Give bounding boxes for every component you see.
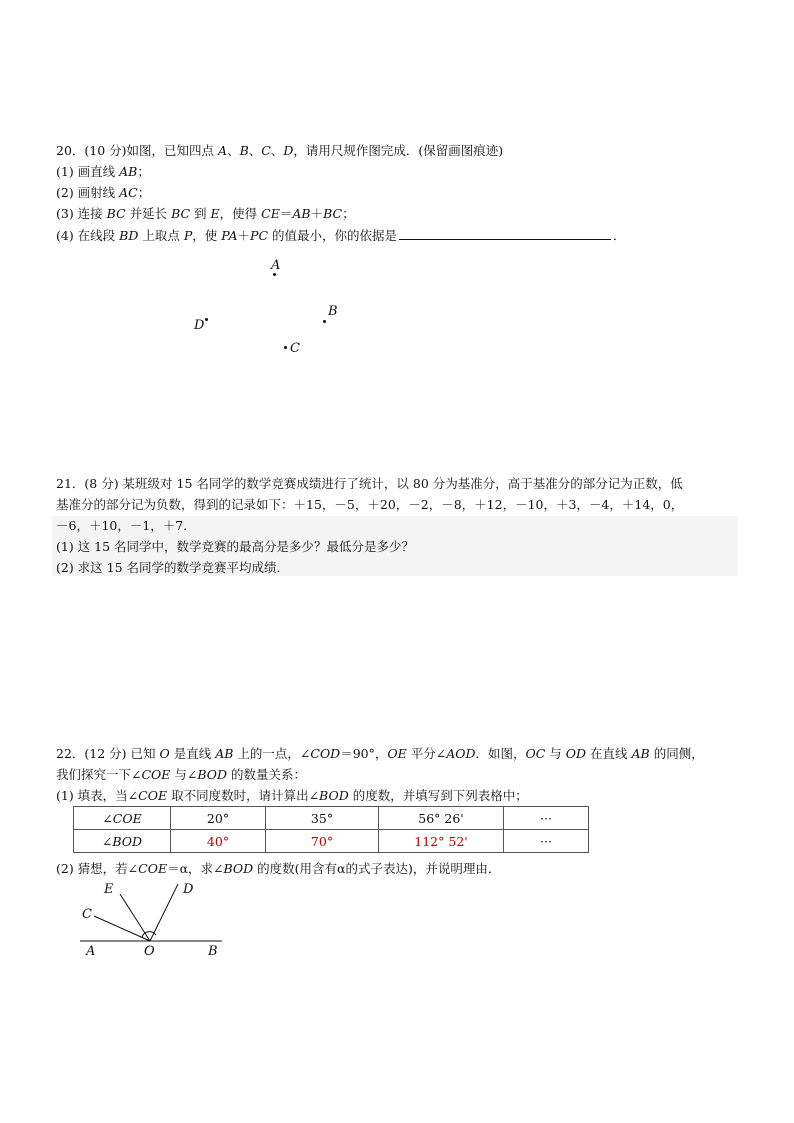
angle-table [73,806,589,853]
q22-line2: 我们探究一下∠COE 与∠BOD 的数量关系： [56,767,307,782]
q21-sub2: (2) 求这 15 名同学的数学竞赛平均成绩． [56,560,290,575]
table-cell-answer: 70° [266,830,379,853]
answer-blank[interactable] [399,226,611,240]
label-c: C [82,907,92,922]
table-cell: 56° 26' [379,807,504,830]
label-a: A [86,944,96,959]
table-cell: 35° [266,807,379,830]
table-row [74,830,589,853]
q22-sub1: (1) 填表，当∠COE 取不同度数时，请计算出∠BOD 的度数，并填写到下列表格中； [56,788,528,803]
q20-sub2: (2) 画射线 AC； [56,185,151,200]
label-d: D [183,882,194,897]
row-header-coe: ∠COE [74,807,171,830]
label-o: O [144,944,155,959]
table-cell: ··· [504,830,589,853]
q21-line3: －6，＋10，－1，＋7． [56,518,196,533]
point-a-dot [273,273,276,276]
q22-line1: 22．(12 分) 已知 O 是直线 AB 上的一点，∠COD＝90°，OE 平分∠AOD．如图，OC 与 OD 在直线 AB 的同侧， [56,746,704,761]
point-label-d: D [194,318,205,333]
q21-sub1: (1) 这 15 名同学中，数学竞赛的最高分是多少？最低分是多少？ [56,539,415,554]
q21-line1: 21．(8 分) 某班级对 15 名同学的数学竞赛成绩进行了统计，以 80 分为基准分，高于基准分的部分记为正数，低 [56,476,683,491]
point-label-a: A [271,258,281,273]
point-label-b: B [328,304,338,319]
q21-line2: 基准分的部分记为负数，得到的记录如下：＋15，－5，＋20，－2，－8，＋12，－10，＋3，－4，＋14，0， [56,497,684,512]
table-cell: 20° [171,807,266,830]
point-d-dot [205,318,208,321]
q22-figure [72,878,252,968]
table-cell-answer: 40° [171,830,266,853]
point-c-dot [284,346,287,349]
point-b-dot [323,320,326,323]
q20-sub1: (1) 画直线 AB； [56,164,150,179]
label-b: B [208,944,218,959]
point-label-c: C [290,341,300,356]
q22-sub2: (2) 猜想，若∠COE＝α，求∠BOD 的度数(用含有α的式子表达)，并说明理由． [56,861,501,876]
table-row [74,807,589,830]
q20-header: 20．(10 分)如图，已知四点 A、B、C、D，请用尺规作图完成．(保留画图痕迹) [56,143,504,158]
label-e: E [104,882,114,897]
q20-sub4: (4) 在线段 BD 上取点 P，使 PA＋PC 的值最小，你的依据是 ． [56,228,626,243]
table-cell-answer: 112° 52' [379,830,504,853]
row-header-bod: ∠BOD [74,830,171,853]
q20-sub3: (3) 连接 BC 并延长 BC 到 E，使得 CE＝AB＋BC； [56,206,355,221]
ray-od [150,884,178,941]
table-cell: ··· [504,807,589,830]
